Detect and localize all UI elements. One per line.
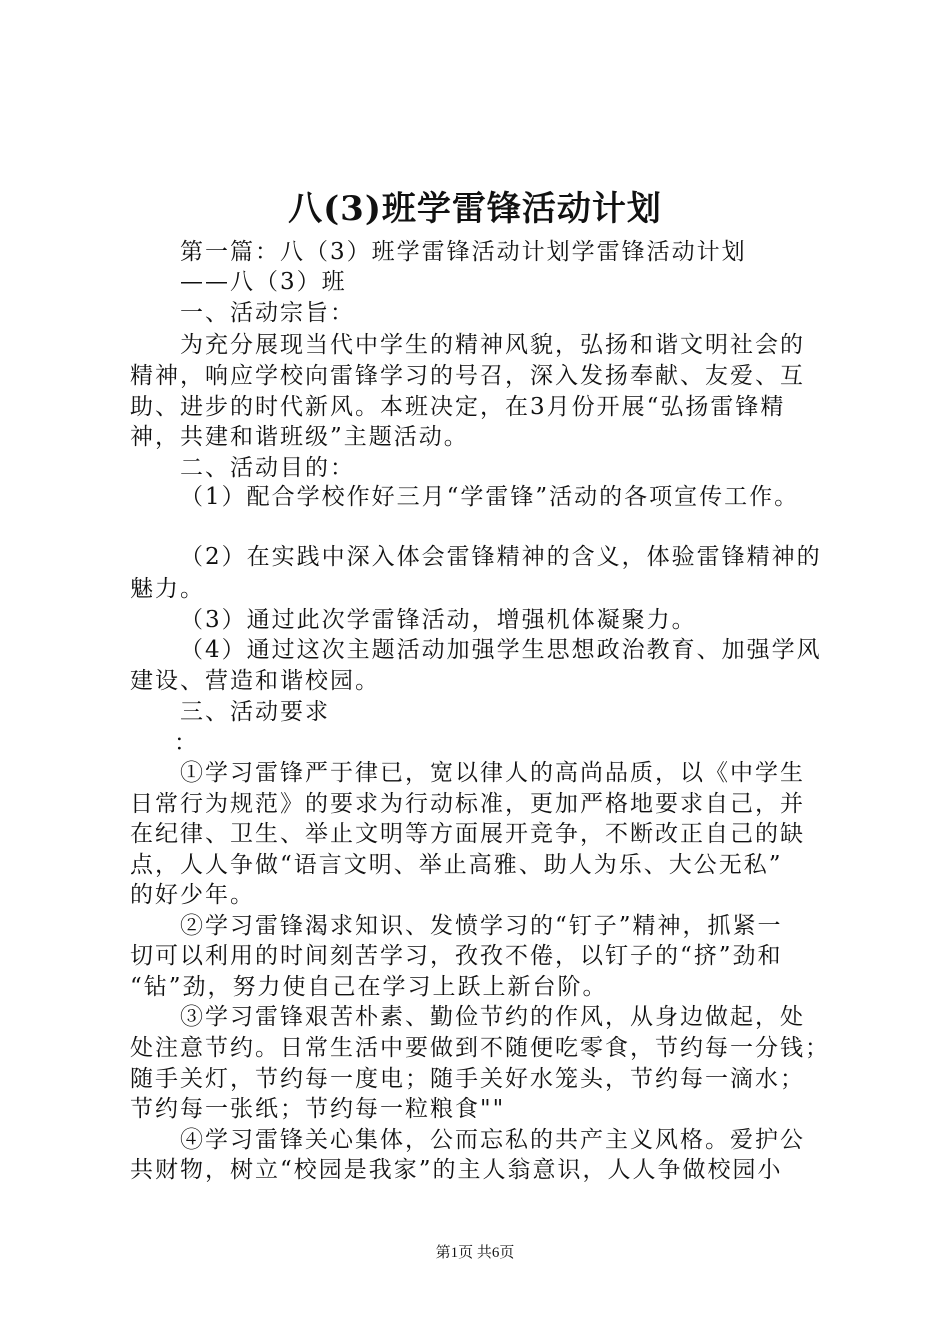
page-footer: 第1页 共6页 [435, 1245, 515, 1261]
text-line: 第一篇：八（3）班学雷锋活动计划学雷锋活动计划 [180, 239, 747, 265]
text-line: 共财物，树立“校园是我家”的主人翁意识，人人争做校园小 [130, 1157, 783, 1183]
text-line: 的好少年。 [130, 882, 255, 908]
text-line: 魅力。 [130, 576, 205, 602]
text-line: 建设、营造和谐校园。 [130, 668, 380, 694]
document-title: 八(3)班学雷锋活动计划 [288, 189, 662, 229]
text-line: 精神，响应学校向雷锋学习的号召，深入发扬奉献、友爱、互 [130, 363, 805, 389]
text-line: ④学习雷锋关心集体，公而忘私的共产主义风格。爱护公 [180, 1127, 805, 1153]
text-line: ③学习雷锋艰苦朴素、勤俭节约的作风，从身边做起，处 [180, 1004, 805, 1030]
text-line: ： [174, 730, 199, 756]
text-line: （3）通过此次学雷锋活动，增强机体凝聚力。 [180, 607, 697, 633]
text-line: 节约每一张纸；节约每一粒粮食"" [130, 1096, 506, 1122]
section-heading: 二、活动目的： [180, 455, 355, 481]
text-line: （2）在实践中深入体会雷锋精神的含义，体验雷锋精神的 [180, 544, 822, 570]
section-heading: 三、活动要求 [180, 699, 330, 725]
text-line: ——八（3）班 [180, 269, 347, 295]
text-line: 为充分展现当代中学生的精神风貌，弘扬和谐文明社会的 [180, 332, 805, 358]
text-line: 切可以利用的时间刻苦学习，孜孜不倦，以钉子的“挤”劲和 [130, 943, 783, 969]
text-line: “钻”劲，努力使自己在学习上跃上新台阶。 [130, 974, 608, 1000]
text-line: 点，人人争做“语言文明、举止高雅、助人为乐、大公无私” [130, 852, 783, 878]
text-line: （1）配合学校作好三月“学雷锋”活动的各项宣传工作。 [180, 484, 800, 510]
section-heading: 一、活动宗旨： [180, 300, 355, 326]
text-line: 助、进步的时代新风。本班决定，在3月份开展“弘扬雷锋精 [130, 394, 786, 420]
text-line: （4）通过这次主题活动加强学生思想政治教育、加强学风 [180, 637, 822, 663]
text-line: 神，共建和谐班级”主题活动。 [130, 424, 469, 450]
text-line: 随手关灯，节约每一度电；随手关好水笼头，节约每一滴水； [130, 1066, 805, 1092]
text-line: ①学习雷锋严于律已，宽以律人的高尚品质，以《中学生 [180, 760, 805, 786]
text-line: 在纪律、卫生、举止文明等方面展开竞争，不断改正自己的缺 [130, 821, 805, 847]
text-line: 处注意节约。日常生活中要做到不随便吃零食，节约每一分钱； [130, 1035, 830, 1061]
text-line: ②学习雷锋渴求知识、发愤学习的“钉子”精神，抓紧一 [180, 913, 783, 939]
text-line: 日常行为规范》的要求为行动标准，更加严格地要求自己，并 [130, 791, 805, 817]
